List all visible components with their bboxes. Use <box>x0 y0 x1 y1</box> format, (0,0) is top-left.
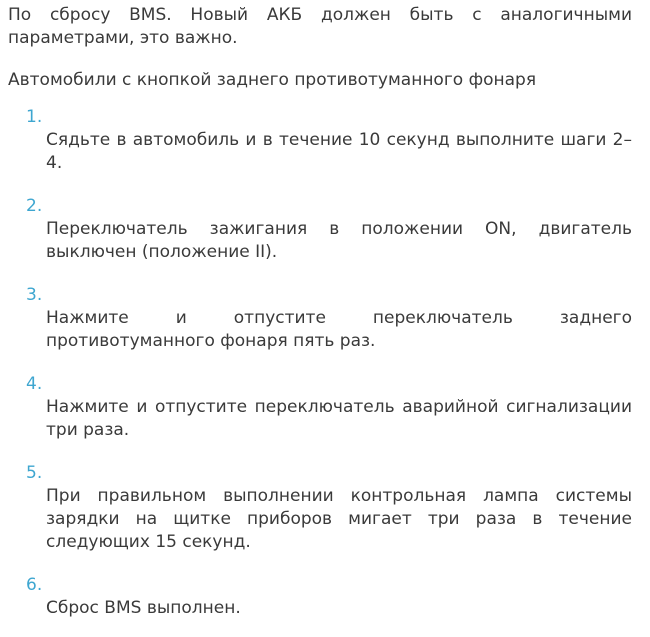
step-text: При правильном выполнении контрольная лампа системы зарядки на щитке приборов мигает три раза в течение следующих 15 секунд. <box>46 486 632 552</box>
step-number: 3. <box>26 285 43 305</box>
step-text: Нажмите и отпустите переключатель заднего противотуманного фонаря пять раз. <box>46 308 632 351</box>
intro-paragraph: По сбросу BMS. Новый АКБ должен быть с аналогичными параметрами, это важно. <box>8 5 632 48</box>
list-item-step-6 <box>26 574 632 620</box>
step-number: 6. <box>26 575 43 595</box>
steps-list <box>8 106 632 620</box>
step-text: Переключатель зажигания в положении ON, двигатель выключен (положение II). <box>46 219 632 262</box>
step-number: 4. <box>26 374 43 394</box>
step-text: Сядьте в автомобиль и в течение 10 секунд выполните шаги 2–4. <box>46 130 632 173</box>
step-number: 2. <box>26 196 43 216</box>
list-item-step-2 <box>26 195 632 264</box>
list-item-step-5 <box>26 462 632 554</box>
step-number: 1. <box>26 107 43 127</box>
step-text: Сброс BMS выполнен. <box>46 598 241 618</box>
step-number: 5. <box>26 463 43 483</box>
step-text: Нажмите и отпустите переключатель аварийной сигнализации три раза. <box>46 397 632 440</box>
list-item-step-4 <box>26 373 632 442</box>
article-body <box>8 4 632 620</box>
section-subheading: Автомобили с кнопкой заднего противотуманного фонаря <box>8 70 537 90</box>
list-item-step-3 <box>26 284 632 353</box>
list-item-step-1 <box>26 106 632 175</box>
